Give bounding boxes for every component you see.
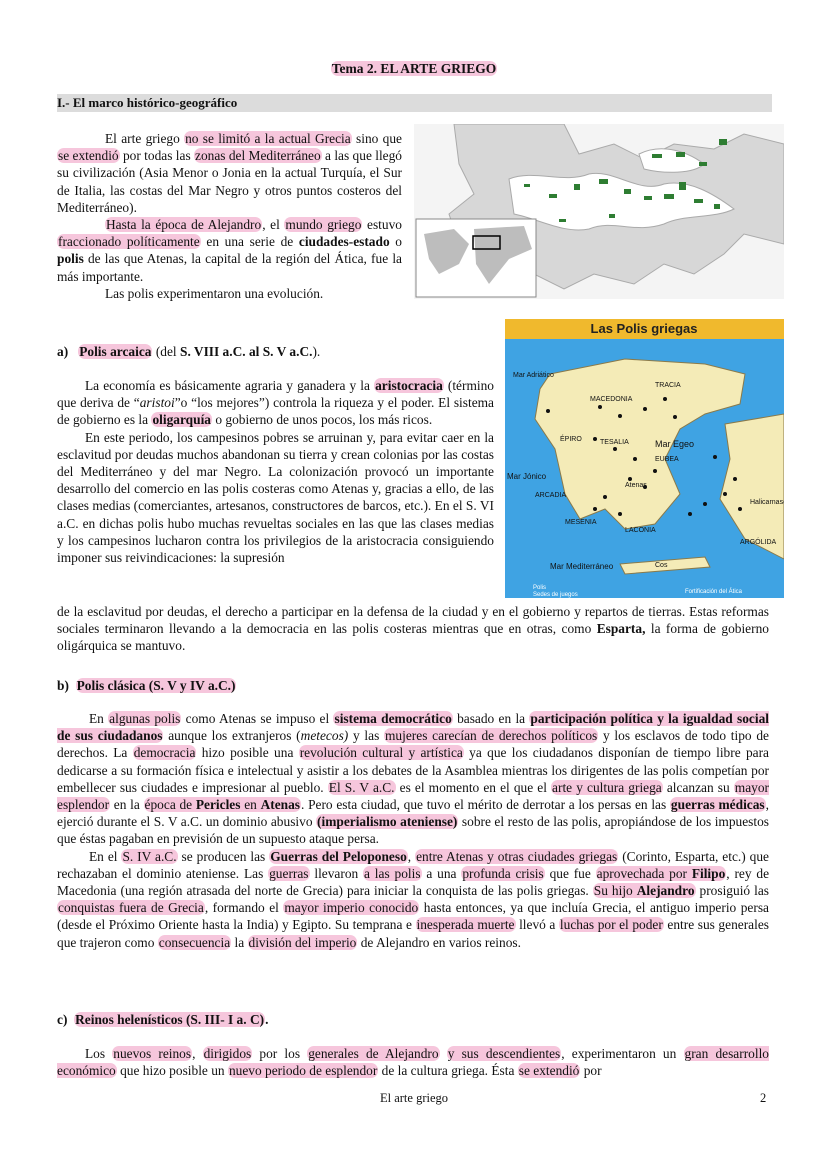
- map2-sea-mediterraneo: Mar Mediterráneo: [550, 562, 614, 571]
- map2-label: Atenas: [625, 482, 647, 489]
- intro-paragraph-2: Hasta la época de Alejandro, el mundo griego estuvo fraccionado políticamente en una serie de ciudades-estado o polis de las que Atenas, la capital de la región del Ática, fue la más importante.: [57, 217, 403, 284]
- page-title: Tema 2. EL ARTE GRIEGO: [331, 61, 497, 76]
- paragraph: En este periodo, los campesinos pobres se arruinan y, para evitar caer en la esclavitud por deudas muchos abandonan su tierra y crean colonias por las costas del Mediterráneo y del mar Negro. La colonización provocó un importante desarrollo del comercio en las polis costeras como Atenas y, gracias a ello, de las clases medias (comerciantes, artesanos, constructores de barcos, etc.). En el S. VI a.C. en dichas polis hubo muchas revueltas sociales en las que las clases medias y los campesinos lucharon contra los privilegios de la aristocracia consiguiendo imponer sus reivindicaciones: la supresión: [57, 429, 494, 566]
- polis-map-title: Las Polis griegas: [590, 321, 698, 336]
- reinos-helenisticos-text: [57, 1045, 769, 1079]
- map2-label: TESALIA: [600, 439, 629, 446]
- intro-paragraph-3: Las polis experimentaron una evolución.: [105, 285, 324, 301]
- heading-reinos-helenisticos: c) Reinos helenísticos (S. III- I a. C).: [57, 1012, 269, 1027]
- mediterranean-map: [414, 124, 784, 299]
- mediterranean-greek-colonies-map-icon: [414, 124, 784, 299]
- map2-label: LACONIA: [625, 527, 656, 534]
- map2-legend-polis: Polis: [533, 585, 547, 591]
- map2-label: TRACIA: [655, 382, 681, 389]
- section-heading: I.- El marco histórico-geográfico: [57, 95, 238, 110]
- map2-label: ARGÓLIDA: [740, 539, 777, 546]
- footer-title: El arte griego: [379, 1091, 449, 1105]
- paragraph: Los nuevos reinos, dirigidos por los generales de Alejandro y sus descendientes, experimentaron un gran desarrollo económico que hizo posible un nuevo periodo de esplendor de la cultura griega. Ésta se extendió por: [57, 1046, 770, 1079]
- paragraph: de la esclavitud por deudas, el derecho a participar en la defensa de la ciudad y en el gobierno y repartos de tierras. Estas reformas sociales terminaron llevando a la democracia en las polis costeras mientras que en otras, como Esparta, la forma de gobierno oligárquica se mantuvo.: [57, 604, 769, 654]
- heading-polis-clasica: b) Polis clásica (S. V y IV a.C.): [57, 678, 236, 693]
- intro-block: [57, 130, 402, 302]
- polis-arcaica-text-wide: [57, 603, 769, 655]
- polis-clasica-text: [57, 710, 769, 951]
- map2-legend-juegos: Sedes de juegos: [533, 592, 578, 598]
- polis-map: [505, 319, 784, 598]
- map2-label: Cos: [655, 562, 668, 569]
- map2-label: MESENIA: [565, 519, 597, 526]
- map2-label: MACEDONIA: [590, 396, 633, 403]
- map2-label: Halicarnaso: [750, 499, 784, 506]
- paragraph: En algunas polis como Atenas se impuso el sistema democrático basado en la participación política y la igualdad social de sus ciudadanos aunque los extranjeros (metecos) y las mujeres carecían de derechos políticos y los esclavos de todo tipo de derechos. La democracia hizo posible una revolución cultural y artística ya que los ciudadanos disponían de tiempo libre para dedicarse a su formación física e intelectual y asistir a los debates de la Asamblea mientras los dirigentes de las polis competían por embellecer sus ciudades e impresionar al pueblo. El S. V a.C. es el momento en el que el arte y cultura griega alcanzan su mayor esplendor en la época de Pericles en Atenas. Pero esta ciudad, que tuvo el mérito de derrotar a los persas en las guerras médicas, ejerció durante el S. V a.C. un dominio abusivo (imperialismo ateniense) sobre el resto de las polis, apropiándose de los impuestos que éstas pagaban en previsión de un supuesto ataque persa.: [57, 711, 770, 847]
- section-heading-bar: [57, 94, 772, 112]
- map2-sea-adriatico: Mar Adriático: [513, 372, 554, 379]
- polis-arcaica-text: [57, 377, 494, 566]
- map2-label: EUBEA: [655, 456, 679, 463]
- intro-paragraph-1: El arte griego no se limitó a la actual Grecia sino que se extendió por todas las zonas del Mediterráneo a las que llegó su civilización (Asia Menor o Jonia en la actual Turquía, el Sur de Italia, las costas del Mar Negro y otros puntos costeros del Mediterráneo).: [57, 131, 403, 215]
- map2-label: ÉPIRO: [560, 436, 582, 443]
- paragraph: En el S. IV a.C. se producen las Guerras del Peloponeso, entre Atenas y otras ciudades griegas (Corinto, Esparta, etc.) que rechazaban el dominio ateniense. Las guerras llevaron a las polis a una profunda crisis que fue aprovechada por Filipo, rey de Macedonia (una región atrasada del norte de Grecia) para iniciar la conquista de las polis griegas. Su hijo Alejandro prosiguió las conquistas fuera de Grecia, formando el mayor imperio conocido hasta entonces, ya que incluía Grecia, el antiguo imperio persa (desde el Próximo Oriente hasta la India) y Egipto. Su temprana e inesperada muerte llevó a luchas por el poder entre sus generales que trajeron como consecuencia la división del imperio de Alejandro en varios reinos.: [57, 848, 770, 950]
- map2-legend-fortificacion: Fortificación del Ática: [685, 589, 743, 595]
- heading-polis-arcaica: a) Polis arcaica (del S. VIII a.C. al S. V a.C.).: [57, 344, 321, 359]
- map2-sea-egeo: Mar Egeo: [655, 439, 695, 449]
- paragraph: La economía es básicamente agraria y ganadera y la aristocracia (término que deriva de “aristoi”o “los mejores”) controla la riqueza y el poder. El sistema de gobierno es la oligarquía o gobierno de unos pocos, los más ricos.: [57, 378, 495, 428]
- map2-sea-jonico: Mar Jónico: [507, 472, 547, 481]
- page-number: 2: [760, 1091, 767, 1105]
- greek-polis-map-icon: [505, 319, 784, 598]
- map2-label: ARCADIA: [535, 492, 567, 499]
